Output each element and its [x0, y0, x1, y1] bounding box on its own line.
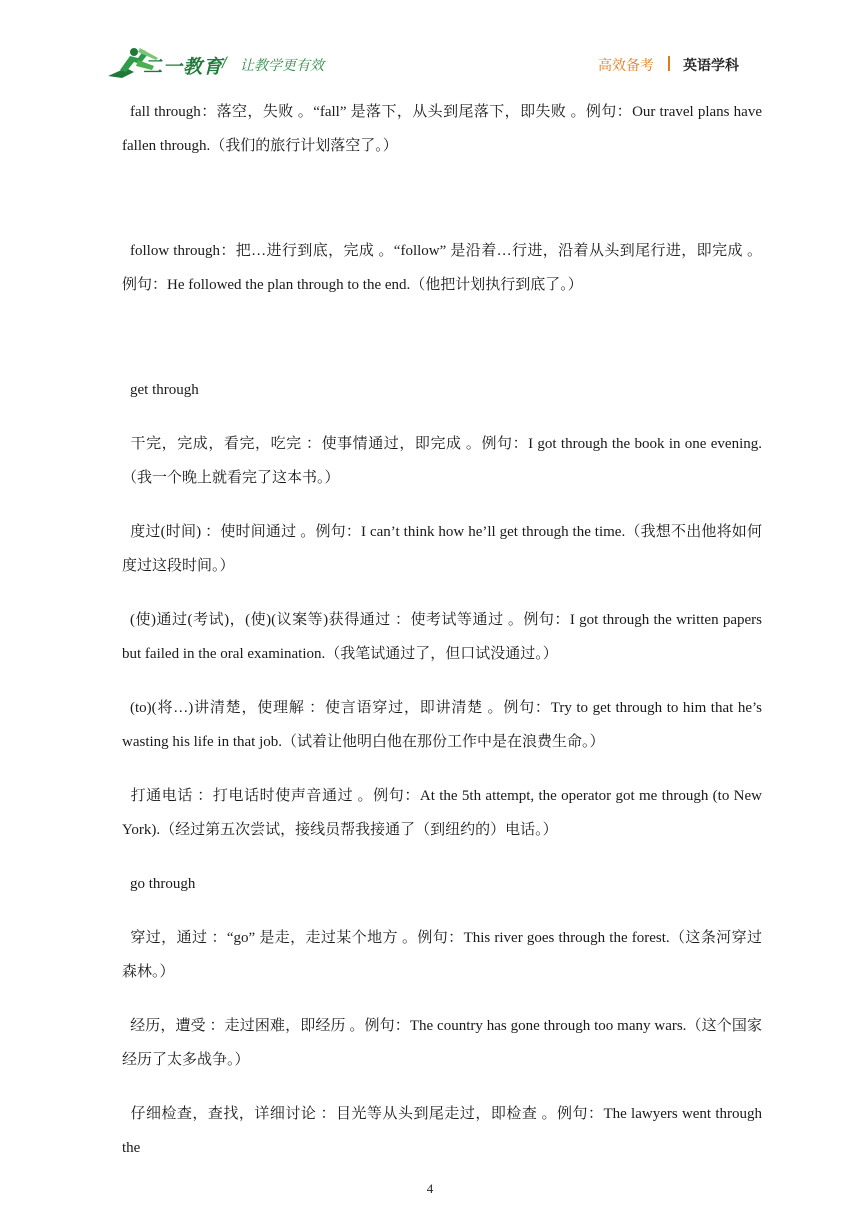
paragraph-fall-through: fall through：落空，失败 。“fall” 是落下，从头到尾落下，即失败 。例句：Our travel plans have fallen through.（我们的旅行计划落空了。） — [122, 104, 762, 154]
document-body — [122, 95, 762, 1165]
paragraph-get-through-explain: (to)(将…)讲清楚，使理解 ：使言语穿过，即讲清楚 。例句：Try to get through to him that he’s wasting his life in that job.（试着让他明白他在那份工作中是在浪费生命。） — [122, 700, 762, 750]
subject-label: 英语学科 — [683, 58, 739, 74]
paragraph-follow-through: follow through：把…进行到底，完成 。“follow” 是沿着…行进，沿着从头到尾行进，即完成 。例句：He followed the plan through to the end.（他把计划执行到底了。） — [122, 243, 762, 293]
paragraph-go-through-experience: 经历，遭受 ：走过困难，即经历 。例句：The country has gone through too many wars.（这个国家经历了太多战争。） — [122, 1018, 762, 1068]
paragraph-go-through-examine: 仔细检查，查找，详细讨论 ：目光等从头到尾走过，即检查 。例句：The lawyers went through the — [122, 1106, 762, 1156]
brand-name: 二一教育 — [143, 56, 224, 78]
paragraph-get-through-exam: (使)通过(考试)，(使)(议案等)获得通过 ：使考试等通过 。例句：I got through the written papers but failed in the oral examination.（我笔试通过了，但口试没通过。） — [122, 612, 762, 662]
page-number: 4 — [426, 1181, 434, 1196]
paragraph-go-through-pass: 穿过，通过 ：“go” 是走，走过某个地方 。例句：This river goes through the forest.（这条河穿过森林。） — [122, 930, 762, 980]
heading-go-through: go through — [130, 876, 196, 892]
exam-tag: 高效备考 — [598, 58, 654, 74]
slogan: 让教学更有效 — [240, 58, 324, 74]
paragraph-get-through-time: 度过(时间) ：使时间通过 。例句：I can’t think how he’ll get through the time.（我想不出他将如何度过这段时间。） — [122, 524, 762, 574]
slogan-separator: / — [222, 55, 227, 71]
page-header — [0, 0, 860, 90]
heading-get-through: get through — [130, 382, 199, 398]
paragraph-get-through-phone: 打通电话 ：打电话时使声音通过 。例句：At the 5th attempt, the operator got me through (to New York).（经过第五次尝试，接线员帮我接通了（到纽约的）电话。） — [122, 788, 762, 838]
paragraph-get-through-finish: 干完，完成，看完，吃完 ：使事情通过，即完成 。例句：I got through the book in one evening.（我一个晚上就看完了这本书。） — [122, 436, 762, 486]
header-divider — [668, 56, 670, 71]
